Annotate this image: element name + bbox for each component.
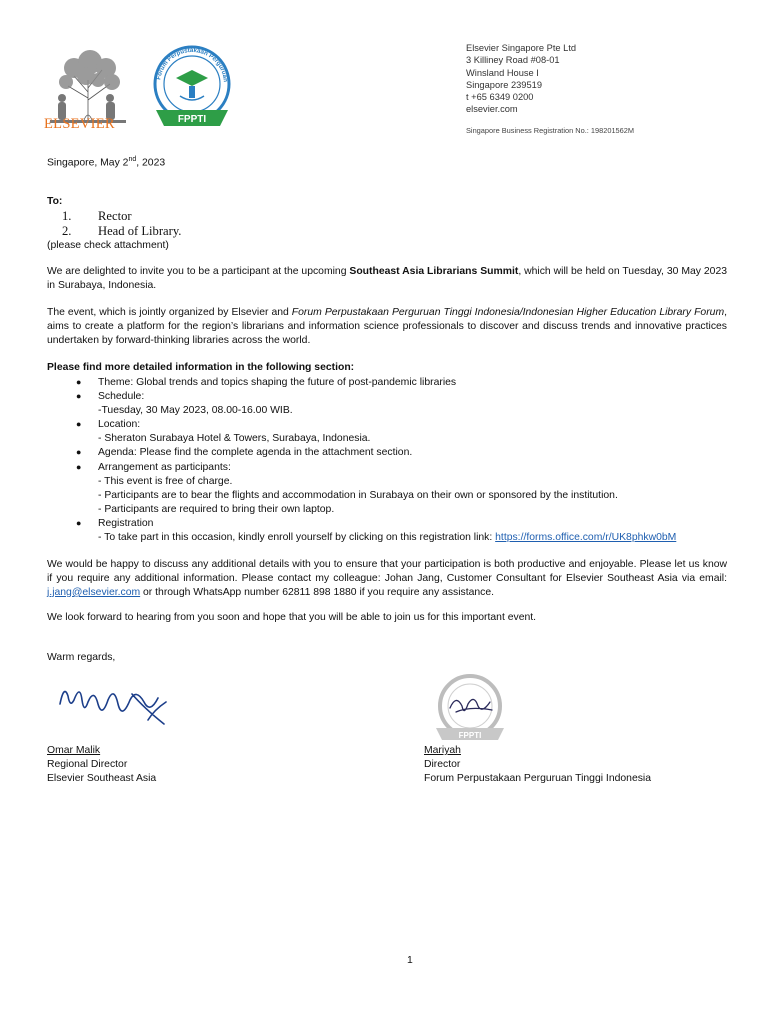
signatory-name: Mariyah	[424, 745, 461, 756]
bullet-icon: ●	[76, 462, 82, 472]
address-line: 3 Killiney Road #08-01	[466, 55, 560, 66]
bullet-registration: Registration	[98, 518, 154, 529]
closing-salutation: Warm regards,	[47, 652, 116, 663]
location-detail: - Sheraton Surabaya Hotel & Towers, Surabaya, Indonesia.	[98, 433, 371, 444]
arrangement-detail: - This event is free of charge.	[98, 476, 233, 487]
arrangement-detail: - Participants are to bear the flights and accommodation in Surabaya on their own or sponsored by the institution.	[98, 490, 618, 501]
registration-number: Singapore Business Registration No.: 198201562M	[466, 126, 635, 135]
bullet-theme: Theme: Global trends and topics shaping the future of post-pandemic libraries	[98, 377, 457, 388]
details-heading: Please find more detailed information in the following section:	[47, 362, 355, 373]
bullet-agenda: Agenda: Please find the complete agenda in the attachment section.	[98, 447, 413, 458]
event-paragraph: The event, which is jointly organized by Elsevier and Forum Perpustakaan Perguruan Tinggi Indonesia/Indonesian Higher Education Library Forum, aims to create a platform for the region’s librarians and information science professionals to discover and discuss trends and innovative practices undertaken by forward-thinking libraries across the world.	[47, 307, 727, 346]
address-line: Elsevier Singapore Pte Ltd	[466, 43, 577, 53]
bullet-arrangement: Arrangement as participants:	[98, 462, 231, 473]
recipient-number: 1.	[62, 209, 72, 223]
signatory-org: Forum Perpustakaan Perguruan Tinggi Indonesia	[424, 773, 652, 784]
address-line: elsevier.com	[466, 104, 518, 115]
recipient-item: Head of Library.	[98, 224, 182, 238]
recipient-item: Rector	[98, 209, 132, 223]
elsevier-wordmark: ELSEVIER	[44, 116, 115, 132]
email-link[interactable]: j.jang@elsevier.com	[47, 586, 141, 598]
page-number: 1	[407, 955, 413, 966]
signature-omar-malik-icon	[54, 674, 174, 734]
contact-paragraph: We would be happy to discuss any additional details with you to ensure that your participation is both productive and enjoyable. Please let us know if you require any additional information. Please contact my colleague: Johan Jang, Customer Consultant for Elsevier Southeast Asia via email: j.jang@elsevier.com or through WhatsApp number 62811 898 1880 if you require any assistance.	[47, 559, 727, 598]
signatory-org: Elsevier Southeast Asia	[47, 773, 157, 784]
fppti-badge-text: FPPTI	[177, 114, 207, 125]
signatory-title: Director	[424, 759, 461, 770]
to-label: To:	[47, 196, 63, 207]
fppti-ring-text: Forum Perpustakaan Perguruan	[155, 46, 229, 83]
signatory-name: Omar Malik	[47, 745, 101, 756]
bullet-icon: ●	[76, 419, 82, 429]
bullet-location: Location:	[98, 419, 141, 430]
schedule-detail: -Tuesday, 30 May 2023, 08.00-16.00 WIB.	[98, 405, 293, 416]
registration-link[interactable]: https://forms.office.com/r/UK8phkw0bM	[495, 532, 677, 543]
bullet-icon: ●	[76, 518, 82, 528]
bullet-icon: ●	[76, 447, 82, 457]
attachment-note: (please check attachment)	[47, 240, 169, 251]
company-address	[466, 42, 576, 116]
closing-paragraph: We look forward to hearing from you soon and hope that you will be able to join us for this important event.	[47, 612, 537, 623]
address-line: t +65 6349 0200	[466, 92, 534, 103]
bullet-schedule: Schedule:	[98, 391, 145, 402]
address-line: Winsland House I	[466, 67, 539, 78]
address-line: Singapore 239519	[466, 79, 542, 90]
recipient-number: 2.	[62, 224, 72, 238]
registration-detail: - To take part in this occasion, kindly enroll yourself by clicking on this registration link: https://forms.office.com/r/UK8phkw0bM	[98, 532, 677, 543]
intro-paragraph: We are delighted to invite you to be a participant at the upcoming Southeast Asia Librarians Summit, which will be held on Tuesday, 30 May 2023 in Surabaya, Indonesia.	[47, 266, 727, 291]
bullet-icon: ●	[76, 377, 82, 387]
signatory-title: Regional Director	[47, 759, 128, 770]
bullet-icon: ●	[76, 391, 82, 401]
letter-date: Singapore, May 2nd, 2023	[47, 156, 166, 169]
fppti-logo-icon	[136, 44, 248, 132]
arrangement-detail: - Participants are required to bring their own laptop.	[98, 504, 335, 515]
stamp-badge-text: FPPTI	[458, 731, 482, 740]
fppti-stamp-icon	[420, 672, 520, 744]
